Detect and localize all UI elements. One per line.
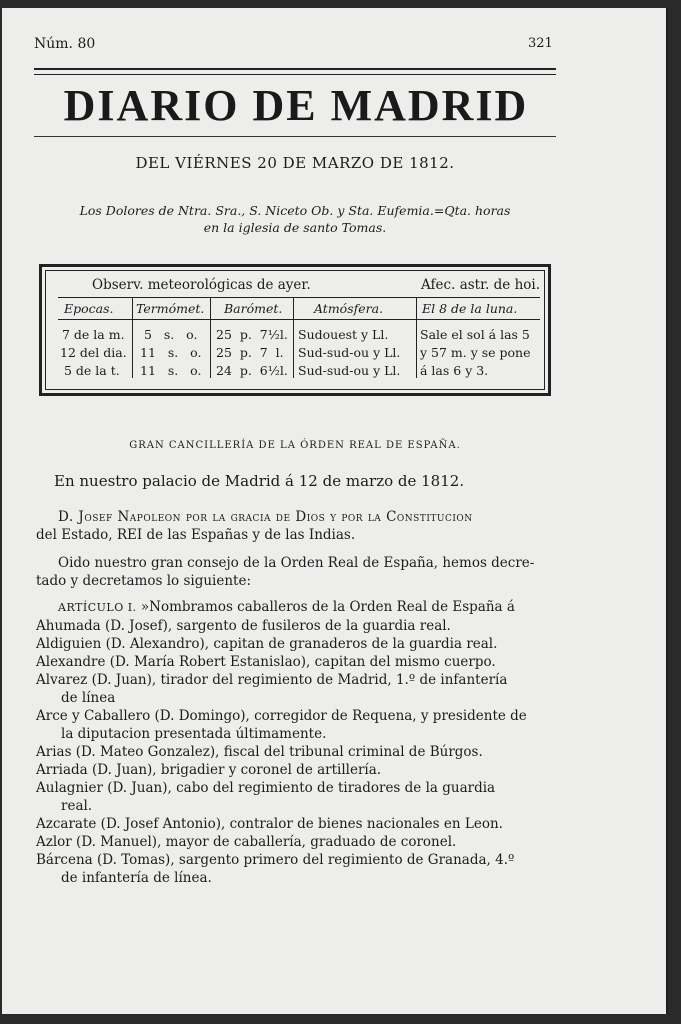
list-item-line: Arce y Caballero (D. Domingo), corregidor de Requena, y presidente de <box>36 708 527 724</box>
list-item <box>36 833 566 851</box>
masthead-rule <box>34 68 556 75</box>
cell-epoca: 7 de la m. <box>62 327 125 342</box>
list-item-line: de línea <box>61 690 116 706</box>
list-item-line: Aldiguien (D. Alexandro), capitan de granaderos de la guardia real. <box>36 636 498 652</box>
col-header-luna: El 8 de la luna. <box>422 301 518 316</box>
weather-table <box>39 264 551 396</box>
weather-table-inner <box>45 270 545 390</box>
entries-list <box>36 617 566 887</box>
cell-termometro: 11 s. o. <box>140 345 202 360</box>
list-item <box>36 653 566 671</box>
list-item <box>36 851 566 887</box>
table-rule <box>58 319 540 320</box>
list-item-line: Ahumada (D. Josef), sargento de fusileros de la guardia real. <box>36 618 451 634</box>
list-item-line: Bárcena (D. Tomas), sargento primero del regimiento de Granada, 4.º <box>36 852 515 868</box>
cell-atmosfera: Sud-sud-ou y Ll. <box>298 345 401 360</box>
article-dateline: En nuestro palacio de Madrid á 12 de marzo de 1812. <box>54 472 465 490</box>
list-item <box>36 743 566 761</box>
col-header-barometro: Barómet. <box>224 301 283 316</box>
appointments-list <box>36 598 566 887</box>
cell-luna: á las 6 y 3. <box>420 363 489 378</box>
column-divider <box>210 298 211 378</box>
cell-termometro: 11 s. o. <box>140 363 202 378</box>
list-item <box>36 815 566 833</box>
list-item <box>36 671 566 707</box>
council-paragraph <box>36 554 566 590</box>
list-item-line: Arias (D. Mateo Gonzalez), fiscal del tribunal criminal de Búrgos. <box>36 744 483 760</box>
decree-line: D. Josef Napoleon por la gracia de Dios y por la Constitucion <box>58 509 473 525</box>
list-item-line: Azlor (D. Manuel), mayor de caballería, graduado de coronel. <box>36 834 457 850</box>
cell-luna: Sale el sol á las 5 <box>420 327 530 342</box>
cell-termometro: 5 s. o. <box>144 327 198 342</box>
paragraph-line: Oido nuestro gran consejo de la Orden Real de España, hemos decre- <box>58 555 535 571</box>
list-item-line: la diputacion presentada últimamente. <box>61 726 327 742</box>
col-header-termometro: Termómet. <box>136 301 205 316</box>
paragraph-line: tado y decretamos lo siguiente: <box>36 573 251 589</box>
table-rule <box>58 297 540 298</box>
column-divider <box>293 298 294 378</box>
issue-number: Núm. 80 <box>34 36 96 52</box>
list-item-line: real. <box>61 798 93 814</box>
list-item <box>36 617 566 635</box>
column-divider <box>132 298 133 378</box>
cell-barometro: 25 p. 7½l. <box>216 327 288 342</box>
title-rule <box>34 136 556 137</box>
article-text: »Nombramos caballeros de la Orden Real de España á <box>140 599 515 615</box>
cell-atmosfera: Sudouest y Ll. <box>298 327 389 342</box>
cell-luna: y 57 m. y se pone <box>420 345 531 360</box>
list-item <box>36 779 566 815</box>
cell-atmosfera: Sud-sud-ou y Ll. <box>298 363 401 378</box>
saints-line: Los Dolores de Ntra. Sra., S. Niceto Ob. y Sta. Eufemia.=Qta. horas <box>79 203 511 218</box>
list-item-line: Aulagnier (D. Juan), cabo del regimiento de tiradores de la guardia <box>36 780 496 796</box>
list-item-line: Azcarate (D. Josef Antonio), contralor de bienes nacionales en Leon. <box>36 816 503 832</box>
list-item <box>36 761 566 779</box>
masthead-title: DIARIO DE MADRID <box>63 81 529 130</box>
saints-notice <box>34 202 556 236</box>
list-item-line: Alexandre (D. María Robert Estanislao), capitan del mismo cuerpo. <box>36 654 496 670</box>
article-heading: GRAN CANCILLERÍA DE LA ÓRDEN REAL DE ESPAÑA. <box>129 440 461 451</box>
list-item-line: de infantería de línea. <box>61 870 212 886</box>
col-header-epocas: Epocas. <box>64 301 114 316</box>
newspaper-page <box>2 8 666 1014</box>
cell-barometro: 24 p. 6½l. <box>216 363 288 378</box>
article-label: ARTÍCULO I. <box>58 601 137 614</box>
cell-barometro: 25 p. 7 l. <box>216 345 284 360</box>
column-divider <box>416 298 417 378</box>
decree-preamble <box>36 508 566 544</box>
article-one-line <box>36 598 566 617</box>
cell-epoca: 5 de la t. <box>64 363 120 378</box>
list-item <box>36 707 566 743</box>
saints-line: en la iglesia de santo Tomas. <box>203 220 387 235</box>
list-item-line: Arriada (D. Juan), brigadier y coronel de artillería. <box>36 762 382 778</box>
cell-epoca: 12 del dia. <box>60 345 127 360</box>
list-item <box>36 635 566 653</box>
date-line: DEL VIÉRNES 20 DE MARZO DE 1812. <box>135 154 455 172</box>
page-number: 321 <box>528 36 553 51</box>
astronomy-caption: Afec. astr. de hoi. <box>421 277 540 293</box>
weather-caption: Observ. meteorológicas de ayer. <box>92 277 311 293</box>
list-item-line: Alvarez (D. Juan), tirador del regimiento de Madrid, 1.º de infantería <box>36 672 508 688</box>
decree-line: del Estado, REI de las Españas y de las Indias. <box>36 527 356 543</box>
col-header-atmosfera: Atmósfera. <box>314 301 384 316</box>
